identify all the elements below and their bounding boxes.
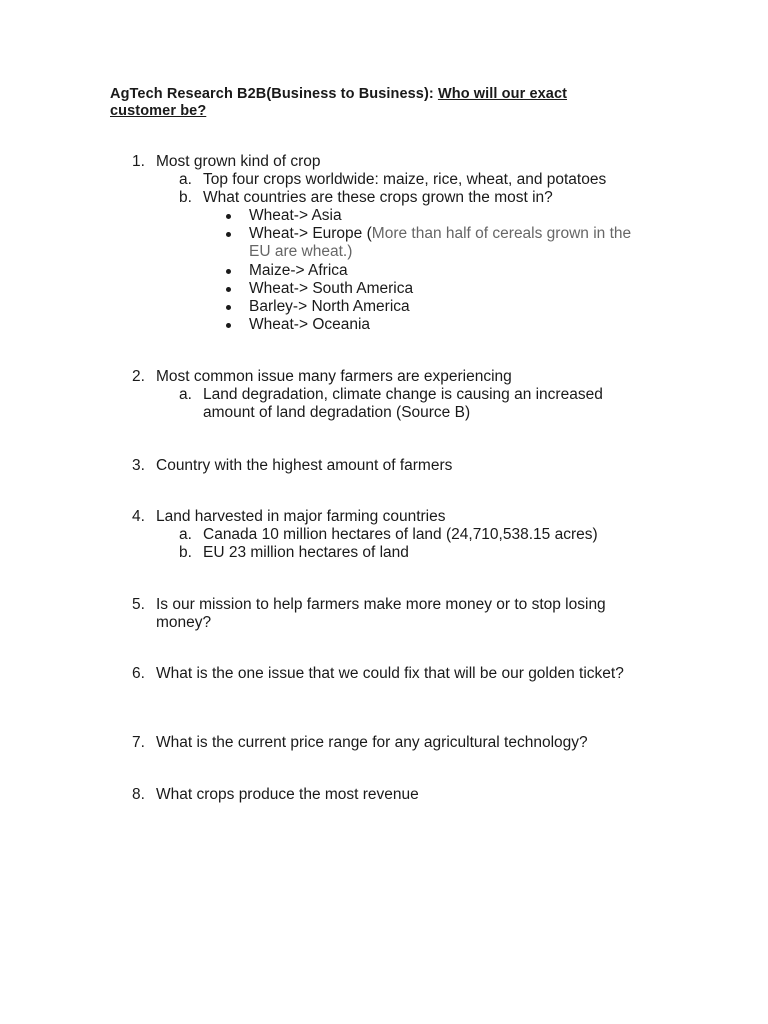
- sub-letter: a.: [179, 386, 192, 403]
- question-number: 7.: [132, 734, 145, 751]
- bullet-dot-icon: [226, 232, 231, 237]
- document-title: [110, 86, 630, 120]
- question-number: 2.: [132, 368, 145, 385]
- question-text: What crops produce the most revenue: [156, 786, 419, 803]
- question-text: Most common issue many farmers are experiencing: [156, 368, 512, 385]
- question-text: Land harvested in major farming countries: [156, 508, 446, 525]
- sub-text: What countries are these crops grown the most in?: [203, 189, 553, 206]
- question-number: 6.: [132, 665, 145, 682]
- bullet-text: Wheat-> Europe (: [249, 225, 372, 242]
- question-number: 8.: [132, 786, 145, 803]
- sub-text: Top four crops worldwide: maize, rice, wheat, and potatoes: [203, 171, 607, 188]
- bullet-text: Wheat-> Asia: [249, 207, 342, 224]
- sub-text: EU 23 million hectares of land: [203, 544, 409, 561]
- sub-letter: b.: [179, 544, 192, 561]
- sub-letter: a.: [179, 526, 192, 543]
- bullet-text: Wheat-> Oceania: [249, 316, 371, 333]
- question-text: Most grown kind of crop: [156, 153, 321, 170]
- bullet-text: Maize-> Africa: [249, 262, 348, 279]
- question-number: 3.: [132, 457, 145, 474]
- bullet-dot-icon: [226, 214, 231, 219]
- bullet-text: Barley-> North America: [249, 298, 410, 315]
- sub-letter: b.: [179, 189, 192, 206]
- question-number: 1.: [132, 153, 145, 170]
- title-bold-text: AgTech Research B2B(Business to Business):: [110, 86, 438, 102]
- question-text: Country with the highest amount of farmers: [156, 457, 453, 474]
- bullet-dot-icon: [226, 269, 231, 274]
- sub-letter: a.: [179, 171, 192, 188]
- question-text: What is the current price range for any agricultural technology?: [156, 734, 588, 751]
- question-text: Is our mission to help farmers make more money or to stop losing money?: [156, 596, 606, 631]
- bullet-dot-icon: [226, 287, 231, 292]
- bullet-text-with-note: [249, 225, 649, 261]
- sub-text: Canada 10 million hectares of land (24,710,538.15 acres): [203, 526, 598, 543]
- bullet-text: Wheat-> South America: [249, 280, 414, 297]
- question-number: 5.: [132, 596, 145, 613]
- question-number: 4.: [132, 508, 145, 525]
- sub-text: Land degradation, climate change is causing an increased amount of land degradation (Source B): [203, 386, 603, 421]
- title-underlined-text: Who will our exact customer be?: [110, 86, 568, 119]
- bullet-dot-icon: [226, 305, 231, 310]
- bullet-dot-icon: [226, 323, 231, 328]
- question-text: What is the one issue that we could fix that will be our golden ticket?: [156, 665, 624, 682]
- bullet-note: More than half of cereals grown in the EU are wheat.): [249, 225, 632, 260]
